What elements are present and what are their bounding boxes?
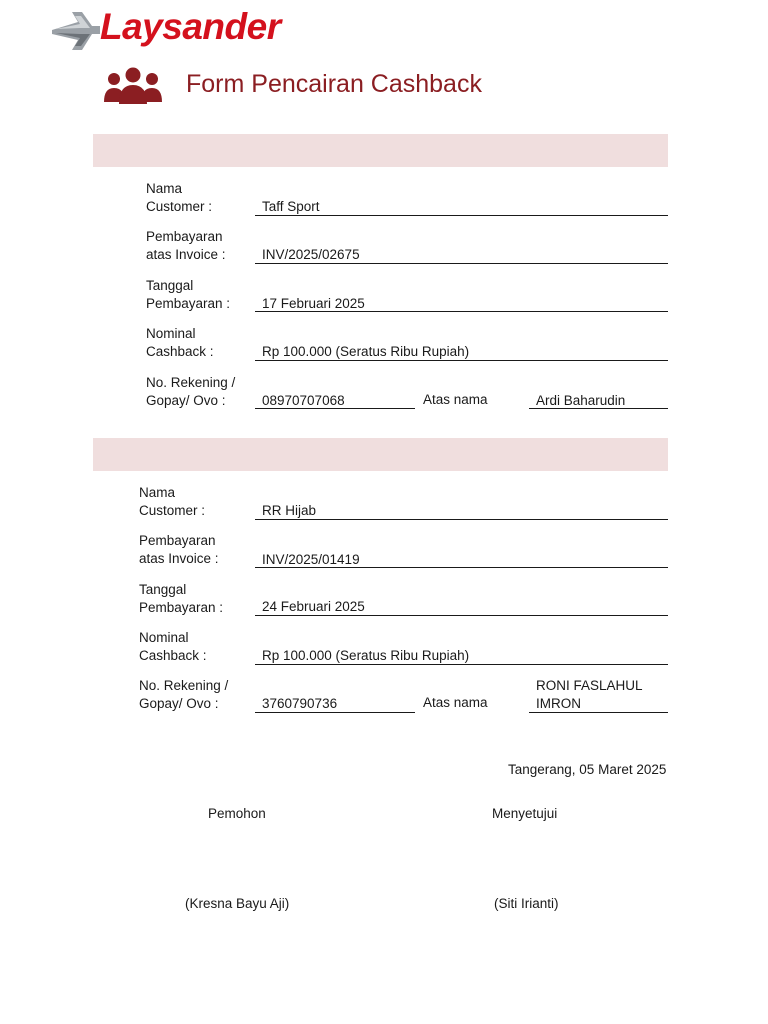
value-tanggal: 24 Februari 2025 [262, 599, 365, 614]
value-rekening: 3760790736 [262, 696, 338, 711]
label-nominal: Nominal Cashback : [146, 326, 214, 359]
value-customer: RR Hijab [262, 503, 317, 518]
label-nama-customer: Nama Customer : [146, 181, 213, 214]
menyetujui-name: (Siti Irianti) [494, 896, 559, 911]
field-underline [255, 519, 668, 520]
label-atas-nama: Atas nama [423, 695, 488, 710]
people-group-icon [102, 66, 164, 106]
pemohon-label: Pemohon [208, 806, 266, 821]
label-tanggal: Tanggal Pembayaran : [146, 278, 231, 311]
field-underline [529, 408, 668, 409]
form-title: Form Pencairan Cashback [186, 70, 482, 98]
label-atas-nama: Atas nama [423, 392, 488, 407]
value-rekening: 08970707068 [262, 393, 345, 408]
place-date: Tangerang, 05 Maret 2025 [508, 762, 667, 777]
brand-logo-text: Laysander [100, 6, 281, 47]
label-invoice: Pembayaran atas Invoice : [139, 533, 219, 566]
field-underline [255, 712, 415, 713]
label-tanggal: Tanggal Pembayaran : [139, 582, 224, 615]
field-underline [255, 615, 668, 616]
field-underline [255, 664, 668, 665]
field-underline [255, 311, 668, 312]
value-customer: Taff Sport [262, 199, 320, 214]
laysander-logo-icon [48, 8, 100, 54]
value-invoice: INV/2025/01419 [262, 552, 360, 567]
value-invoice: INV/2025/02675 [262, 247, 360, 262]
value-tanggal: 17 Februari 2025 [262, 296, 365, 311]
value-atas-nama: Ardi Baharudin [536, 393, 626, 408]
value-atas-nama: RONI FASLAHUL IMRON [536, 678, 643, 711]
section-band-1 [93, 134, 668, 167]
field-underline [255, 263, 668, 264]
label-rekening: No. Rekening / Gopay/ Ovo : [139, 678, 229, 711]
label-rekening: No. Rekening / Gopay/ Ovo : [146, 375, 236, 408]
field-underline [255, 408, 415, 409]
pemohon-name: (Kresna Bayu Aji) [185, 896, 290, 911]
label-nominal: Nominal Cashback : [139, 630, 207, 663]
label-nama-customer: Nama Customer : [139, 485, 206, 518]
value-nominal: Rp 100.000 (Seratus Ribu Rupiah) [262, 344, 470, 359]
field-underline [529, 712, 668, 713]
section-band-2 [93, 438, 668, 471]
value-nominal: Rp 100.000 (Seratus Ribu Rupiah) [262, 648, 470, 663]
field-underline [255, 215, 668, 216]
field-underline [255, 567, 668, 568]
label-invoice: Pembayaran atas Invoice : [146, 229, 226, 262]
menyetujui-label: Menyetujui [492, 806, 558, 821]
field-underline [255, 360, 668, 361]
